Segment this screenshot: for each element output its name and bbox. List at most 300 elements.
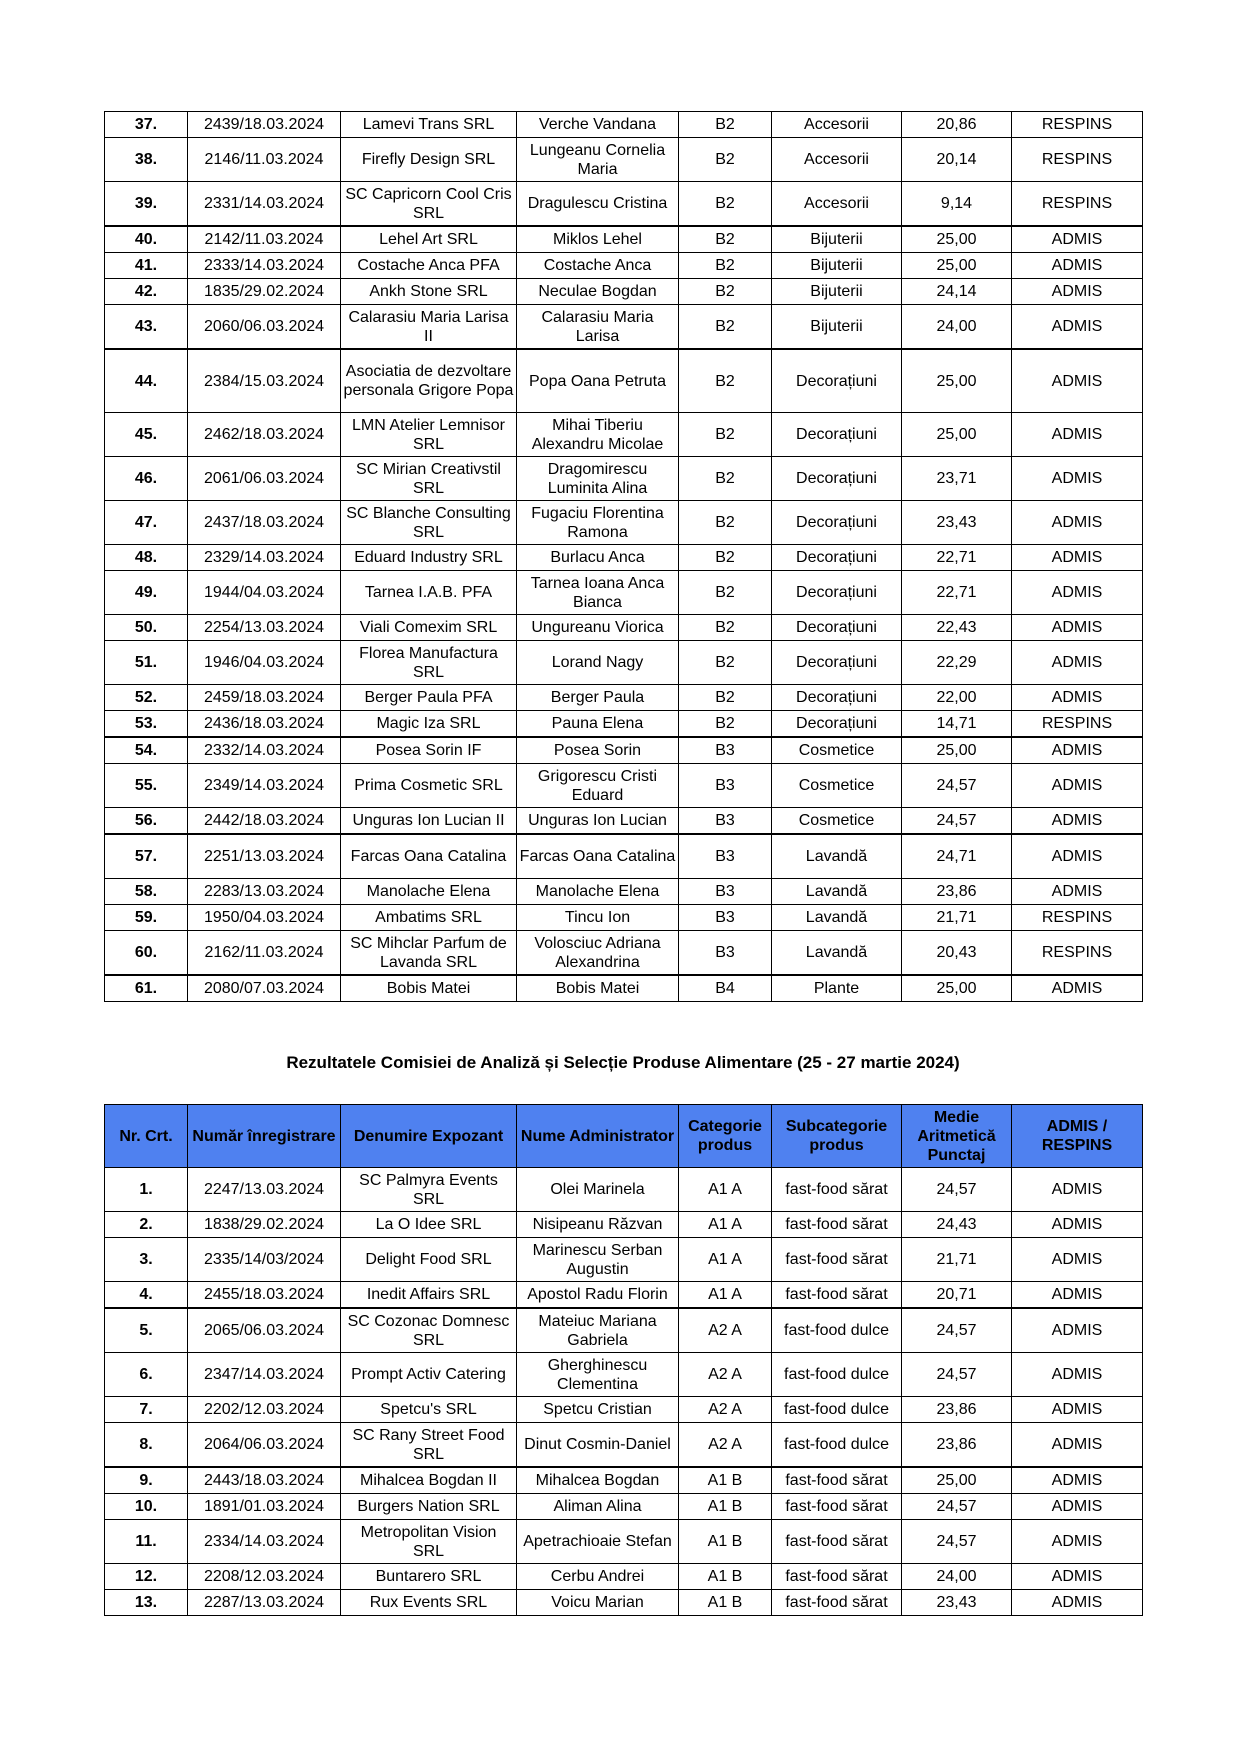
exhibitor-name: Asociatia de dezvoltare personala Grigore Popa bbox=[341, 349, 517, 413]
registration-number: 2283/13.03.2024 bbox=[188, 879, 341, 905]
registration-number: 2443/18.03.2024 bbox=[188, 1467, 341, 1494]
product-category: A1 A bbox=[679, 1212, 772, 1238]
table-row bbox=[105, 1308, 1143, 1353]
average-score: 25,00 bbox=[902, 413, 1012, 457]
product-subcategory: fast-food dulce bbox=[772, 1423, 902, 1468]
average-score: 23,71 bbox=[902, 457, 1012, 501]
exhibitor-name: Buntarero SRL bbox=[341, 1564, 517, 1590]
row-number: 47. bbox=[105, 501, 188, 545]
product-category: A2 A bbox=[679, 1308, 772, 1353]
product-subcategory: Accesorii bbox=[772, 182, 902, 227]
average-score: 24,00 bbox=[902, 1564, 1012, 1590]
administrator-name: Manolache Elena bbox=[517, 879, 679, 905]
product-subcategory: fast-food sărat bbox=[772, 1168, 902, 1212]
registration-number: 2061/06.03.2024 bbox=[188, 457, 341, 501]
row-number: 61. bbox=[105, 975, 188, 1002]
status: ADMIS bbox=[1012, 641, 1143, 685]
status: ADMIS bbox=[1012, 501, 1143, 545]
row-number: 48. bbox=[105, 545, 188, 571]
exhibitor-name: Calarasiu Maria Larisa II bbox=[341, 305, 517, 350]
registration-number: 2287/13.03.2024 bbox=[188, 1590, 341, 1616]
average-score: 24,57 bbox=[902, 808, 1012, 835]
table-row bbox=[105, 501, 1143, 545]
status: ADMIS bbox=[1012, 1282, 1143, 1309]
product-subcategory: Decorațiuni bbox=[772, 501, 902, 545]
row-number: 54. bbox=[105, 737, 188, 764]
registration-number: 2347/14.03.2024 bbox=[188, 1353, 341, 1397]
status: ADMIS bbox=[1012, 1353, 1143, 1397]
administrator-name: Mihalcea Bogdan bbox=[517, 1467, 679, 1494]
table-row bbox=[105, 764, 1143, 808]
product-subcategory: fast-food sărat bbox=[772, 1590, 902, 1616]
average-score: 14,71 bbox=[902, 711, 1012, 738]
status: ADMIS bbox=[1012, 975, 1143, 1002]
product-subcategory: Decorațiuni bbox=[772, 413, 902, 457]
product-subcategory: Bijuterii bbox=[772, 253, 902, 279]
product-subcategory: Decorațiuni bbox=[772, 457, 902, 501]
product-category: B4 bbox=[679, 975, 772, 1002]
exhibitor-name: SC Blanche Consulting SRL bbox=[341, 501, 517, 545]
average-score: 20,43 bbox=[902, 931, 1012, 976]
product-category: A1 A bbox=[679, 1282, 772, 1309]
table-row bbox=[105, 1168, 1143, 1212]
status: ADMIS bbox=[1012, 1397, 1143, 1423]
administrator-name: Lungeanu Cornelia Maria bbox=[517, 138, 679, 182]
product-subcategory: Decorațiuni bbox=[772, 711, 902, 738]
product-category: B2 bbox=[679, 305, 772, 350]
row-number: 50. bbox=[105, 615, 188, 641]
status: ADMIS bbox=[1012, 1564, 1143, 1590]
exhibitor-name: SC Rany Street Food SRL bbox=[341, 1423, 517, 1468]
status: ADMIS bbox=[1012, 1590, 1143, 1616]
table-row bbox=[105, 1397, 1143, 1423]
product-subcategory: Plante bbox=[772, 975, 902, 1002]
product-subcategory: fast-food sărat bbox=[772, 1494, 902, 1520]
table-row bbox=[105, 1212, 1143, 1238]
exhibitor-name: Inedit Affairs SRL bbox=[341, 1282, 517, 1309]
product-subcategory: Decorațiuni bbox=[772, 349, 902, 413]
product-subcategory: Cosmetice bbox=[772, 764, 902, 808]
row-number: 41. bbox=[105, 253, 188, 279]
registration-number: 1946/04.03.2024 bbox=[188, 641, 341, 685]
status: ADMIS bbox=[1012, 571, 1143, 615]
product-subcategory: Decorațiuni bbox=[772, 641, 902, 685]
status: RESPINS bbox=[1012, 138, 1143, 182]
exhibitor-name: La O Idee SRL bbox=[341, 1212, 517, 1238]
product-category: B2 bbox=[679, 112, 772, 138]
administrator-name: Miklos Lehel bbox=[517, 226, 679, 253]
administrator-name: Dragomirescu Luminita Alina bbox=[517, 457, 679, 501]
table-row bbox=[105, 615, 1143, 641]
exhibitor-name: LMN Atelier Lemnisor SRL bbox=[341, 413, 517, 457]
header-registration-number: Număr înregistrare bbox=[188, 1105, 341, 1168]
row-number: 1. bbox=[105, 1168, 188, 1212]
product-category: B3 bbox=[679, 834, 772, 879]
average-score: 22,71 bbox=[902, 545, 1012, 571]
product-category: A2 A bbox=[679, 1397, 772, 1423]
product-category: A1 B bbox=[679, 1494, 772, 1520]
row-number: 49. bbox=[105, 571, 188, 615]
product-category: B2 bbox=[679, 545, 772, 571]
product-subcategory: fast-food sărat bbox=[772, 1238, 902, 1282]
row-number: 4. bbox=[105, 1282, 188, 1309]
product-category: A2 A bbox=[679, 1423, 772, 1468]
status: RESPINS bbox=[1012, 905, 1143, 931]
row-number: 2. bbox=[105, 1212, 188, 1238]
product-category: B2 bbox=[679, 253, 772, 279]
row-number: 38. bbox=[105, 138, 188, 182]
average-score: 22,71 bbox=[902, 571, 1012, 615]
administrator-name: Mihai Tiberiu Alexandru Micolae bbox=[517, 413, 679, 457]
average-score: 24,14 bbox=[902, 279, 1012, 305]
product-subcategory: Decorațiuni bbox=[772, 571, 902, 615]
administrator-name: Gherghinescu Clementina bbox=[517, 1353, 679, 1397]
product-category: B2 bbox=[679, 226, 772, 253]
registration-number: 1835/29.02.2024 bbox=[188, 279, 341, 305]
registration-number: 2455/18.03.2024 bbox=[188, 1282, 341, 1309]
table-body bbox=[105, 112, 1143, 1002]
administrator-name: Pauna Elena bbox=[517, 711, 679, 738]
administrator-name: Marinescu Serban Augustin bbox=[517, 1238, 679, 1282]
average-score: 25,00 bbox=[902, 253, 1012, 279]
exhibitor-name: Lehel Art SRL bbox=[341, 226, 517, 253]
table-row bbox=[105, 253, 1143, 279]
row-number: 6. bbox=[105, 1353, 188, 1397]
product-category: B2 bbox=[679, 182, 772, 227]
administrator-name: Olei Marinela bbox=[517, 1168, 679, 1212]
status: ADMIS bbox=[1012, 457, 1143, 501]
table-row bbox=[105, 182, 1143, 227]
row-number: 5. bbox=[105, 1308, 188, 1353]
registration-number: 2462/18.03.2024 bbox=[188, 413, 341, 457]
exhibitor-name: Florea Manufactura SRL bbox=[341, 641, 517, 685]
product-subcategory: Cosmetice bbox=[772, 808, 902, 835]
table-row bbox=[105, 641, 1143, 685]
product-subcategory: fast-food dulce bbox=[772, 1308, 902, 1353]
product-category: B2 bbox=[679, 413, 772, 457]
product-category: A1 A bbox=[679, 1238, 772, 1282]
exhibitor-name: Firefly Design SRL bbox=[341, 138, 517, 182]
exhibitor-name: Lamevi Trans SRL bbox=[341, 112, 517, 138]
exhibitor-name: Tarnea I.A.B. PFA bbox=[341, 571, 517, 615]
registration-number: 2333/14.03.2024 bbox=[188, 253, 341, 279]
status: ADMIS bbox=[1012, 685, 1143, 711]
exhibitor-name: SC Mihclar Parfum de Lavanda SRL bbox=[341, 931, 517, 976]
registration-number: 2349/14.03.2024 bbox=[188, 764, 341, 808]
table-row bbox=[105, 349, 1143, 413]
exhibitor-name: Mihalcea Bogdan II bbox=[341, 1467, 517, 1494]
administrator-name: Verche Vandana bbox=[517, 112, 679, 138]
exhibitor-name: Metropolitan Vision SRL bbox=[341, 1520, 517, 1564]
exhibitor-name: Burgers Nation SRL bbox=[341, 1494, 517, 1520]
administrator-name: Dragulescu Cristina bbox=[517, 182, 679, 227]
administrator-name: Volosciuc Adriana Alexandrina bbox=[517, 931, 679, 976]
administrator-name: Tincu Ion bbox=[517, 905, 679, 931]
administrator-name: Apetrachioaie Stefan bbox=[517, 1520, 679, 1564]
registration-number: 2251/13.03.2024 bbox=[188, 834, 341, 879]
table-row bbox=[105, 1590, 1143, 1616]
row-number: 56. bbox=[105, 808, 188, 835]
table-row bbox=[105, 1564, 1143, 1590]
average-score: 23,86 bbox=[902, 879, 1012, 905]
row-number: 11. bbox=[105, 1520, 188, 1564]
average-score: 24,57 bbox=[902, 1494, 1012, 1520]
exhibitor-name: SC Capricorn Cool Cris SRL bbox=[341, 182, 517, 227]
table-row bbox=[105, 905, 1143, 931]
row-number: 10. bbox=[105, 1494, 188, 1520]
results-table-food bbox=[104, 1104, 1143, 1616]
status: RESPINS bbox=[1012, 711, 1143, 738]
exhibitor-name: Posea Sorin IF bbox=[341, 737, 517, 764]
product-category: A2 A bbox=[679, 1353, 772, 1397]
registration-number: 2064/06.03.2024 bbox=[188, 1423, 341, 1468]
exhibitor-name: Bobis Matei bbox=[341, 975, 517, 1002]
product-subcategory: Lavandă bbox=[772, 931, 902, 976]
administrator-name: Spetcu Cristian bbox=[517, 1397, 679, 1423]
table-row bbox=[105, 112, 1143, 138]
row-number: 52. bbox=[105, 685, 188, 711]
product-category: B2 bbox=[679, 711, 772, 738]
status: ADMIS bbox=[1012, 1494, 1143, 1520]
exhibitor-name: Costache Anca PFA bbox=[341, 253, 517, 279]
header-product-subcategory: Subcategorie produs bbox=[772, 1105, 902, 1168]
average-score: 24,71 bbox=[902, 834, 1012, 879]
registration-number: 2060/06.03.2024 bbox=[188, 305, 341, 350]
row-number: 59. bbox=[105, 905, 188, 931]
administrator-name: Tarnea Ioana Anca Bianca bbox=[517, 571, 679, 615]
exhibitor-name: Eduard Industry SRL bbox=[341, 545, 517, 571]
product-category: B2 bbox=[679, 571, 772, 615]
product-subcategory: Bijuterii bbox=[772, 226, 902, 253]
row-number: 44. bbox=[105, 349, 188, 413]
registration-number: 2331/14.03.2024 bbox=[188, 182, 341, 227]
table-row bbox=[105, 279, 1143, 305]
product-subcategory: Lavandă bbox=[772, 905, 902, 931]
administrator-name: Voicu Marian bbox=[517, 1590, 679, 1616]
row-number: 46. bbox=[105, 457, 188, 501]
average-score: 23,86 bbox=[902, 1423, 1012, 1468]
registration-number: 2208/12.03.2024 bbox=[188, 1564, 341, 1590]
product-subcategory: Decorațiuni bbox=[772, 615, 902, 641]
average-score: 25,00 bbox=[902, 349, 1012, 413]
row-number: 42. bbox=[105, 279, 188, 305]
status: ADMIS bbox=[1012, 1423, 1143, 1468]
table-row bbox=[105, 138, 1143, 182]
registration-number: 2202/12.03.2024 bbox=[188, 1397, 341, 1423]
average-score: 20,71 bbox=[902, 1282, 1012, 1309]
status: RESPINS bbox=[1012, 182, 1143, 227]
registration-number: 2254/13.03.2024 bbox=[188, 615, 341, 641]
average-score: 25,00 bbox=[902, 1467, 1012, 1494]
table-row bbox=[105, 305, 1143, 350]
exhibitor-name: Viali Comexim SRL bbox=[341, 615, 517, 641]
registration-number: 2439/18.03.2024 bbox=[188, 112, 341, 138]
header-product-category: Categorie produs bbox=[679, 1105, 772, 1168]
table-header bbox=[105, 1105, 1143, 1168]
table-row bbox=[105, 1467, 1143, 1494]
average-score: 23,43 bbox=[902, 501, 1012, 545]
row-number: 37. bbox=[105, 112, 188, 138]
status: ADMIS bbox=[1012, 808, 1143, 835]
status: ADMIS bbox=[1012, 615, 1143, 641]
status: ADMIS bbox=[1012, 253, 1143, 279]
product-category: B3 bbox=[679, 905, 772, 931]
status: ADMIS bbox=[1012, 305, 1143, 350]
administrator-name: Calarasiu Maria Larisa bbox=[517, 305, 679, 350]
administrator-name: Posea Sorin bbox=[517, 737, 679, 764]
registration-number: 2142/11.03.2024 bbox=[188, 226, 341, 253]
table-row bbox=[105, 931, 1143, 976]
registration-number: 2384/15.03.2024 bbox=[188, 349, 341, 413]
table-row bbox=[105, 226, 1143, 253]
registration-number: 2329/14.03.2024 bbox=[188, 545, 341, 571]
product-category: A1 B bbox=[679, 1467, 772, 1494]
header-row bbox=[105, 1105, 1143, 1168]
exhibitor-name: Farcas Oana Catalina bbox=[341, 834, 517, 879]
registration-number: 1838/29.02.2024 bbox=[188, 1212, 341, 1238]
product-subcategory: Cosmetice bbox=[772, 737, 902, 764]
administrator-name: Berger Paula bbox=[517, 685, 679, 711]
registration-number: 2437/18.03.2024 bbox=[188, 501, 341, 545]
registration-number: 2442/18.03.2024 bbox=[188, 808, 341, 835]
average-score: 9,14 bbox=[902, 182, 1012, 227]
administrator-name: Fugaciu Florentina Ramona bbox=[517, 501, 679, 545]
product-category: B2 bbox=[679, 641, 772, 685]
registration-number: 1944/04.03.2024 bbox=[188, 571, 341, 615]
product-subcategory: fast-food sărat bbox=[772, 1564, 902, 1590]
average-score: 20,86 bbox=[902, 112, 1012, 138]
registration-number: 2247/13.03.2024 bbox=[188, 1168, 341, 1212]
administrator-name: Costache Anca bbox=[517, 253, 679, 279]
registration-number: 2146/11.03.2024 bbox=[188, 138, 341, 182]
registration-number: 2436/18.03.2024 bbox=[188, 711, 341, 738]
administrator-name: Apostol Radu Florin bbox=[517, 1282, 679, 1309]
registration-number: 2332/14.03.2024 bbox=[188, 737, 341, 764]
table-row bbox=[105, 879, 1143, 905]
status: ADMIS bbox=[1012, 1520, 1143, 1564]
product-category: A1 B bbox=[679, 1564, 772, 1590]
exhibitor-name: Delight Food SRL bbox=[341, 1238, 517, 1282]
status: ADMIS bbox=[1012, 1308, 1143, 1353]
administrator-name: Nisipeanu Răzvan bbox=[517, 1212, 679, 1238]
registration-number: 2334/14.03.2024 bbox=[188, 1520, 341, 1564]
administrator-name: Unguras Ion Lucian bbox=[517, 808, 679, 835]
table-row bbox=[105, 1423, 1143, 1468]
product-category: B3 bbox=[679, 931, 772, 976]
average-score: 24,43 bbox=[902, 1212, 1012, 1238]
administrator-name: Burlacu Anca bbox=[517, 545, 679, 571]
status: ADMIS bbox=[1012, 413, 1143, 457]
average-score: 25,00 bbox=[902, 737, 1012, 764]
product-subcategory: fast-food dulce bbox=[772, 1397, 902, 1423]
product-category: B2 bbox=[679, 501, 772, 545]
average-score: 24,57 bbox=[902, 1520, 1012, 1564]
administrator-name: Cerbu Andrei bbox=[517, 1564, 679, 1590]
status: ADMIS bbox=[1012, 1168, 1143, 1212]
status: ADMIS bbox=[1012, 764, 1143, 808]
product-subcategory: fast-food sărat bbox=[772, 1282, 902, 1309]
status: ADMIS bbox=[1012, 879, 1143, 905]
registration-number: 1950/04.03.2024 bbox=[188, 905, 341, 931]
table-row bbox=[105, 1238, 1143, 1282]
status: ADMIS bbox=[1012, 737, 1143, 764]
table-body bbox=[105, 1168, 1143, 1616]
status: ADMIS bbox=[1012, 1238, 1143, 1282]
table-row bbox=[105, 737, 1143, 764]
product-category: B2 bbox=[679, 279, 772, 305]
row-number: 53. bbox=[105, 711, 188, 738]
table-row bbox=[105, 1520, 1143, 1564]
table-row bbox=[105, 975, 1143, 1002]
product-subcategory: Lavandă bbox=[772, 879, 902, 905]
registration-number: 2162/11.03.2024 bbox=[188, 931, 341, 976]
administrator-name: Neculae Bogdan bbox=[517, 279, 679, 305]
table-row bbox=[105, 1353, 1143, 1397]
registration-number: 1891/01.03.2024 bbox=[188, 1494, 341, 1520]
table-row bbox=[105, 545, 1143, 571]
administrator-name: Farcas Oana Catalina bbox=[517, 834, 679, 879]
exhibitor-name: SC Cozonac Domnesc SRL bbox=[341, 1308, 517, 1353]
table-row bbox=[105, 457, 1143, 501]
status: ADMIS bbox=[1012, 349, 1143, 413]
status: ADMIS bbox=[1012, 1212, 1143, 1238]
registration-number: 2335/14/03/2024 bbox=[188, 1238, 341, 1282]
header-nr-crt: Nr. Crt. bbox=[105, 1105, 188, 1168]
exhibitor-name: SC Mirian Creativstil SRL bbox=[341, 457, 517, 501]
administrator-name: Dinut Cosmin-Daniel bbox=[517, 1423, 679, 1468]
row-number: 3. bbox=[105, 1238, 188, 1282]
row-number: 8. bbox=[105, 1423, 188, 1468]
product-subcategory: Accesorii bbox=[772, 138, 902, 182]
administrator-name: Popa Oana Petruta bbox=[517, 349, 679, 413]
administrator-name: Mateiuc Mariana Gabriela bbox=[517, 1308, 679, 1353]
exhibitor-name: SC Palmyra Events SRL bbox=[341, 1168, 517, 1212]
average-score: 22,00 bbox=[902, 685, 1012, 711]
average-score: 23,43 bbox=[902, 1590, 1012, 1616]
product-subcategory: Accesorii bbox=[772, 112, 902, 138]
average-score: 20,14 bbox=[902, 138, 1012, 182]
row-number: 39. bbox=[105, 182, 188, 227]
row-number: 40. bbox=[105, 226, 188, 253]
row-number: 58. bbox=[105, 879, 188, 905]
average-score: 23,86 bbox=[902, 1397, 1012, 1423]
row-number: 13. bbox=[105, 1590, 188, 1616]
exhibitor-name: Magic Iza SRL bbox=[341, 711, 517, 738]
average-score: 25,00 bbox=[902, 226, 1012, 253]
section-title: Rezultatele Comisiei de Analiză și Selecție Produse Alimentare (25 - 27 martie 2024) bbox=[286, 1053, 960, 1072]
product-subcategory: fast-food sărat bbox=[772, 1212, 902, 1238]
row-number: 57. bbox=[105, 834, 188, 879]
row-number: 51. bbox=[105, 641, 188, 685]
table-row bbox=[105, 571, 1143, 615]
exhibitor-name: Berger Paula PFA bbox=[341, 685, 517, 711]
exhibitor-name: Unguras Ion Lucian II bbox=[341, 808, 517, 835]
row-number: 45. bbox=[105, 413, 188, 457]
row-number: 12. bbox=[105, 1564, 188, 1590]
status: RESPINS bbox=[1012, 112, 1143, 138]
product-subcategory: Bijuterii bbox=[772, 305, 902, 350]
status: ADMIS bbox=[1012, 279, 1143, 305]
average-score: 24,00 bbox=[902, 305, 1012, 350]
exhibitor-name: Ankh Stone SRL bbox=[341, 279, 517, 305]
product-category: B2 bbox=[679, 349, 772, 413]
product-subcategory: fast-food dulce bbox=[772, 1353, 902, 1397]
row-number: 60. bbox=[105, 931, 188, 976]
row-number: 55. bbox=[105, 764, 188, 808]
header-status: ADMIS / RESPINS bbox=[1012, 1105, 1143, 1168]
status: ADMIS bbox=[1012, 834, 1143, 879]
product-subcategory: Decorațiuni bbox=[772, 685, 902, 711]
